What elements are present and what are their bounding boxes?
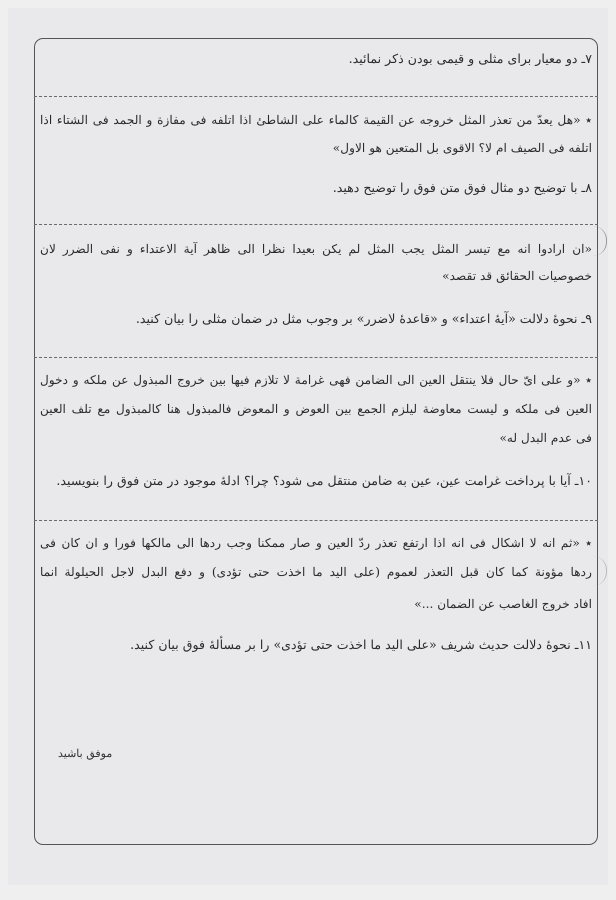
question-9: ۹ـ نحوهٔ دلالت «آیهٔ اعتداء» و «قاعدهٔ لاضرر» بر وجوب مثل در ضمان مثلی را بیان کنید. xyxy=(135,311,592,326)
quote-11-line-2: ردها مؤونة كما كان قبل التعذر لعموم (على اليد ما اخذت حتى تؤدى) و دفع البدل لاجل الحيلولة انما xyxy=(40,565,592,579)
question-10: ۱۰ـ آیا با پرداخت غرامت عین، عین به ضامن منتقل می شود؟ چرا؟ ادلهٔ موجود در متن فوق را بنویسید. xyxy=(56,473,592,488)
question-8: ۸ـ با توضیح دو مثال فوق متن فوق را توضیح دهید. xyxy=(332,180,592,195)
section-divider xyxy=(34,520,598,521)
section-divider xyxy=(34,357,598,358)
quote-10-line-3: فى عدم البدل له» xyxy=(499,431,592,445)
quote-10-line-2: العين فى ملكه و ليست معاوضة ليلزم الجمع بين العوض و المعوض فالمبذول هنا كالمبذول مع تلف العين xyxy=(40,402,592,416)
quote-9-line-1: «ان ارادوا انه مع تيسر المثل يجب المثل لم يكن بعيدا نظرا الى ظاهر آية الاعتداء و نفى الضرر لان xyxy=(40,242,592,256)
quote-9-line-2: خصوصيات الحقائق قد تقصد» xyxy=(442,269,592,283)
question-11: ۱۱ـ نحوهٔ دلالت حدیث شریف «علی الید ما اخذت حتی تؤدی» را بر مسألهٔ فوق بیان کنید. xyxy=(130,637,592,652)
quote-8-line-1: ٭ «هل يعدّ من تعذر المثل خروجه عن القيمة كالماء على الشاطئ اذا اتلفه فى مفازة و الجمد فى الشتاء اذا xyxy=(40,113,592,127)
question-7: ۷ـ دو معیار برای مثلی و قیمی بودن ذکر نمائید. xyxy=(348,51,592,66)
quote-11-line-3: افاد خروج الغاصب عن الضمان ...» xyxy=(414,597,592,611)
quote-11-line-1: ٭ «ثم انه لا اشكال فى انه اذا ارتفع تعذر ردّ العين و صار ممكنا وجب ردها الى مالكها فورا و ان كان فى xyxy=(40,536,592,550)
quote-10-line-1: ٭ «و على ایّ حال فلا ينتقل العين الى الضامن فهى غرامة لا تلازم فيها بين خروج المبذول عن ملكه و دخول xyxy=(40,373,592,387)
section-divider xyxy=(34,224,598,225)
closing-note: موفق باشید xyxy=(58,747,113,760)
section-divider xyxy=(34,96,598,97)
quote-8-line-2: اتلفه فى الصيف ام لا؟ الاقوى بل المتعين هو الاول» xyxy=(332,141,592,155)
